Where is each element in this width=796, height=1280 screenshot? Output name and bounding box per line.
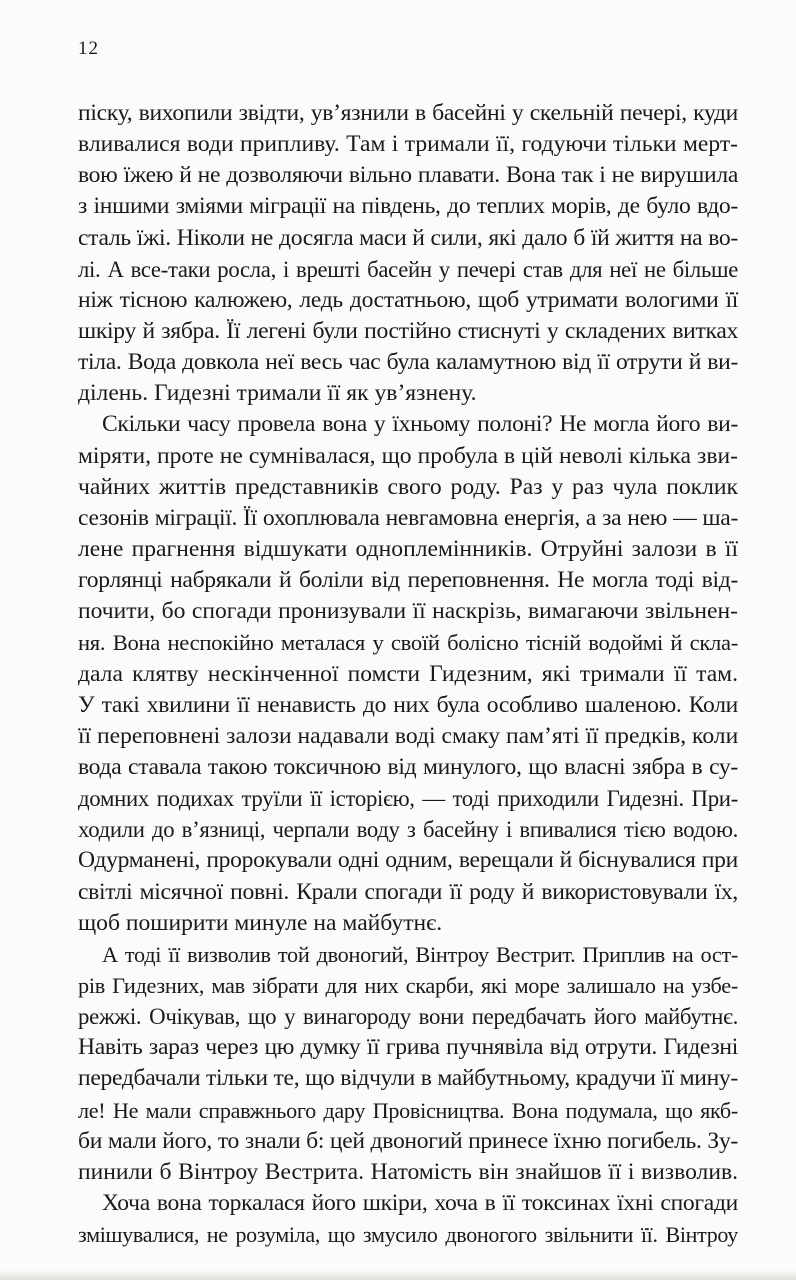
text-line: режжі. Очікував, що у винагороду вони передбачать його майбутнє.: [78, 1004, 738, 1030]
text-line: Одурманені, пророкували одні одним, верещали й біснувалися при: [78, 847, 738, 874]
text-line: У такі хвилини її ненависть до них була особливо шаленою. Коли: [78, 691, 738, 718]
text-line: змішувалися, не розуміла, що змусило двоногого звільнити її. Вінтроу: [78, 1222, 738, 1248]
text-line: би мали його, то знали б: цей двоногий принесе їхню погибель. Зу-: [78, 1127, 738, 1154]
text-line: пинили б Вінтроу Вестрита. Натомість він знайшов її і визволив.: [78, 1158, 738, 1185]
text-line: передбачали тільки те, що відчули в майбутньому, крадучи її мину-: [78, 1065, 738, 1092]
body-text: [78, 98, 738, 1250]
text-line: ніж тісною калюжею, ледь достатньою, щоб утримати вологими її: [78, 286, 738, 313]
text-line: почити, бо спогади пронизували її наскрізь, вимагаючи звільнен-: [78, 598, 738, 625]
text-line: сталь їжі. Ніколи не досягла маси й сили, які дало б їй життя на во-: [78, 224, 738, 251]
text-line: сезонів міграції. Її охоплювала невгамовна енергія, а за нею — ша-: [78, 504, 738, 531]
text-line: вою їжею й не дозволяючи вільно плавати. Вона так і не вирушила: [78, 162, 738, 189]
text-line: її переповнені залози надавали воді смаку пам’яті її предків, коли: [78, 722, 739, 749]
text-line: домних подихах труїли її історією, — тоді приходили Гидезні. При-: [78, 786, 738, 812]
text-line: дала клятву нескінченної помсти Гидезним, які тримали її там.: [78, 660, 738, 687]
text-line: шкіру й зябра. Її легені були постійно стиснуті у складених витках: [78, 317, 738, 344]
text-line: А тоді її визволив той двоногий, Вінтроу Вестрит. Приплив на ост-: [102, 941, 738, 967]
page-number: 12: [78, 38, 99, 59]
text-line: ділень. Гидезні тримали її як ув’язнену.: [78, 380, 477, 407]
text-line: лене прагнення відшукати одноплемінників. Отруйні залози в її: [78, 535, 738, 562]
text-line: ня. Вона неспокійно металася у своїй болісно тісній водоймі й скла-: [78, 630, 738, 656]
text-line: рів Гидезних, мав зібрати для них скарби, які море залишало на узбе-: [78, 972, 738, 998]
text-line: лі. А все-таки росла, і врешті басейн у печері став для неї не більше: [78, 256, 738, 282]
text-line: вливалися води припливу. Там і тримали її, годуючи тільки мерт-: [78, 131, 738, 158]
text-line: Скільки часу провела вона у їхньому полоні? Не могла його ви-: [102, 411, 738, 438]
text-line: чайних життів представників свого роду. Раз у раз чула поклик: [78, 473, 738, 500]
text-line: Хоча вона торкалася його шкіри, хоча в її токсинах їхні спогади: [102, 1189, 738, 1216]
text-line: світлі місячної повні. Крали спогади її роду й використовували їх,: [78, 878, 738, 905]
page-bottom-edge: [0, 1270, 796, 1280]
text-line: тіла. Вода довкола неї весь час була каламутною від її отрути й ви-: [78, 349, 738, 376]
text-line: ле! Не мали справжнього дару Провісництва. Вона подумала, що якб-: [78, 1097, 738, 1123]
text-line: вода ставала такою токсичною від минулого, що власні зябра в су-: [78, 753, 738, 780]
text-line: Навіть зараз через цю думку її грива пучнявіла від отрути. Гидезні: [78, 1034, 738, 1061]
text-line: міряти, проте не сумнівалася, що пробула в цій неволі кілька зви-: [78, 442, 738, 469]
text-line: щоб поширити минуле на майбутнє.: [78, 909, 443, 936]
text-line: з іншими зміями міграції на південь, до теплих морів, де було вдо-: [78, 193, 738, 220]
text-line: піску, вихопили звідти, ув’язнили в басейні у скельній печері, куди: [78, 100, 738, 126]
text-line: ходили до в’язниці, черпали воду з басейну і впивалися тією водою.: [78, 817, 738, 843]
text-line: горлянці набрякали й боліли від переповнення. Не могла тоді від-: [78, 567, 738, 594]
